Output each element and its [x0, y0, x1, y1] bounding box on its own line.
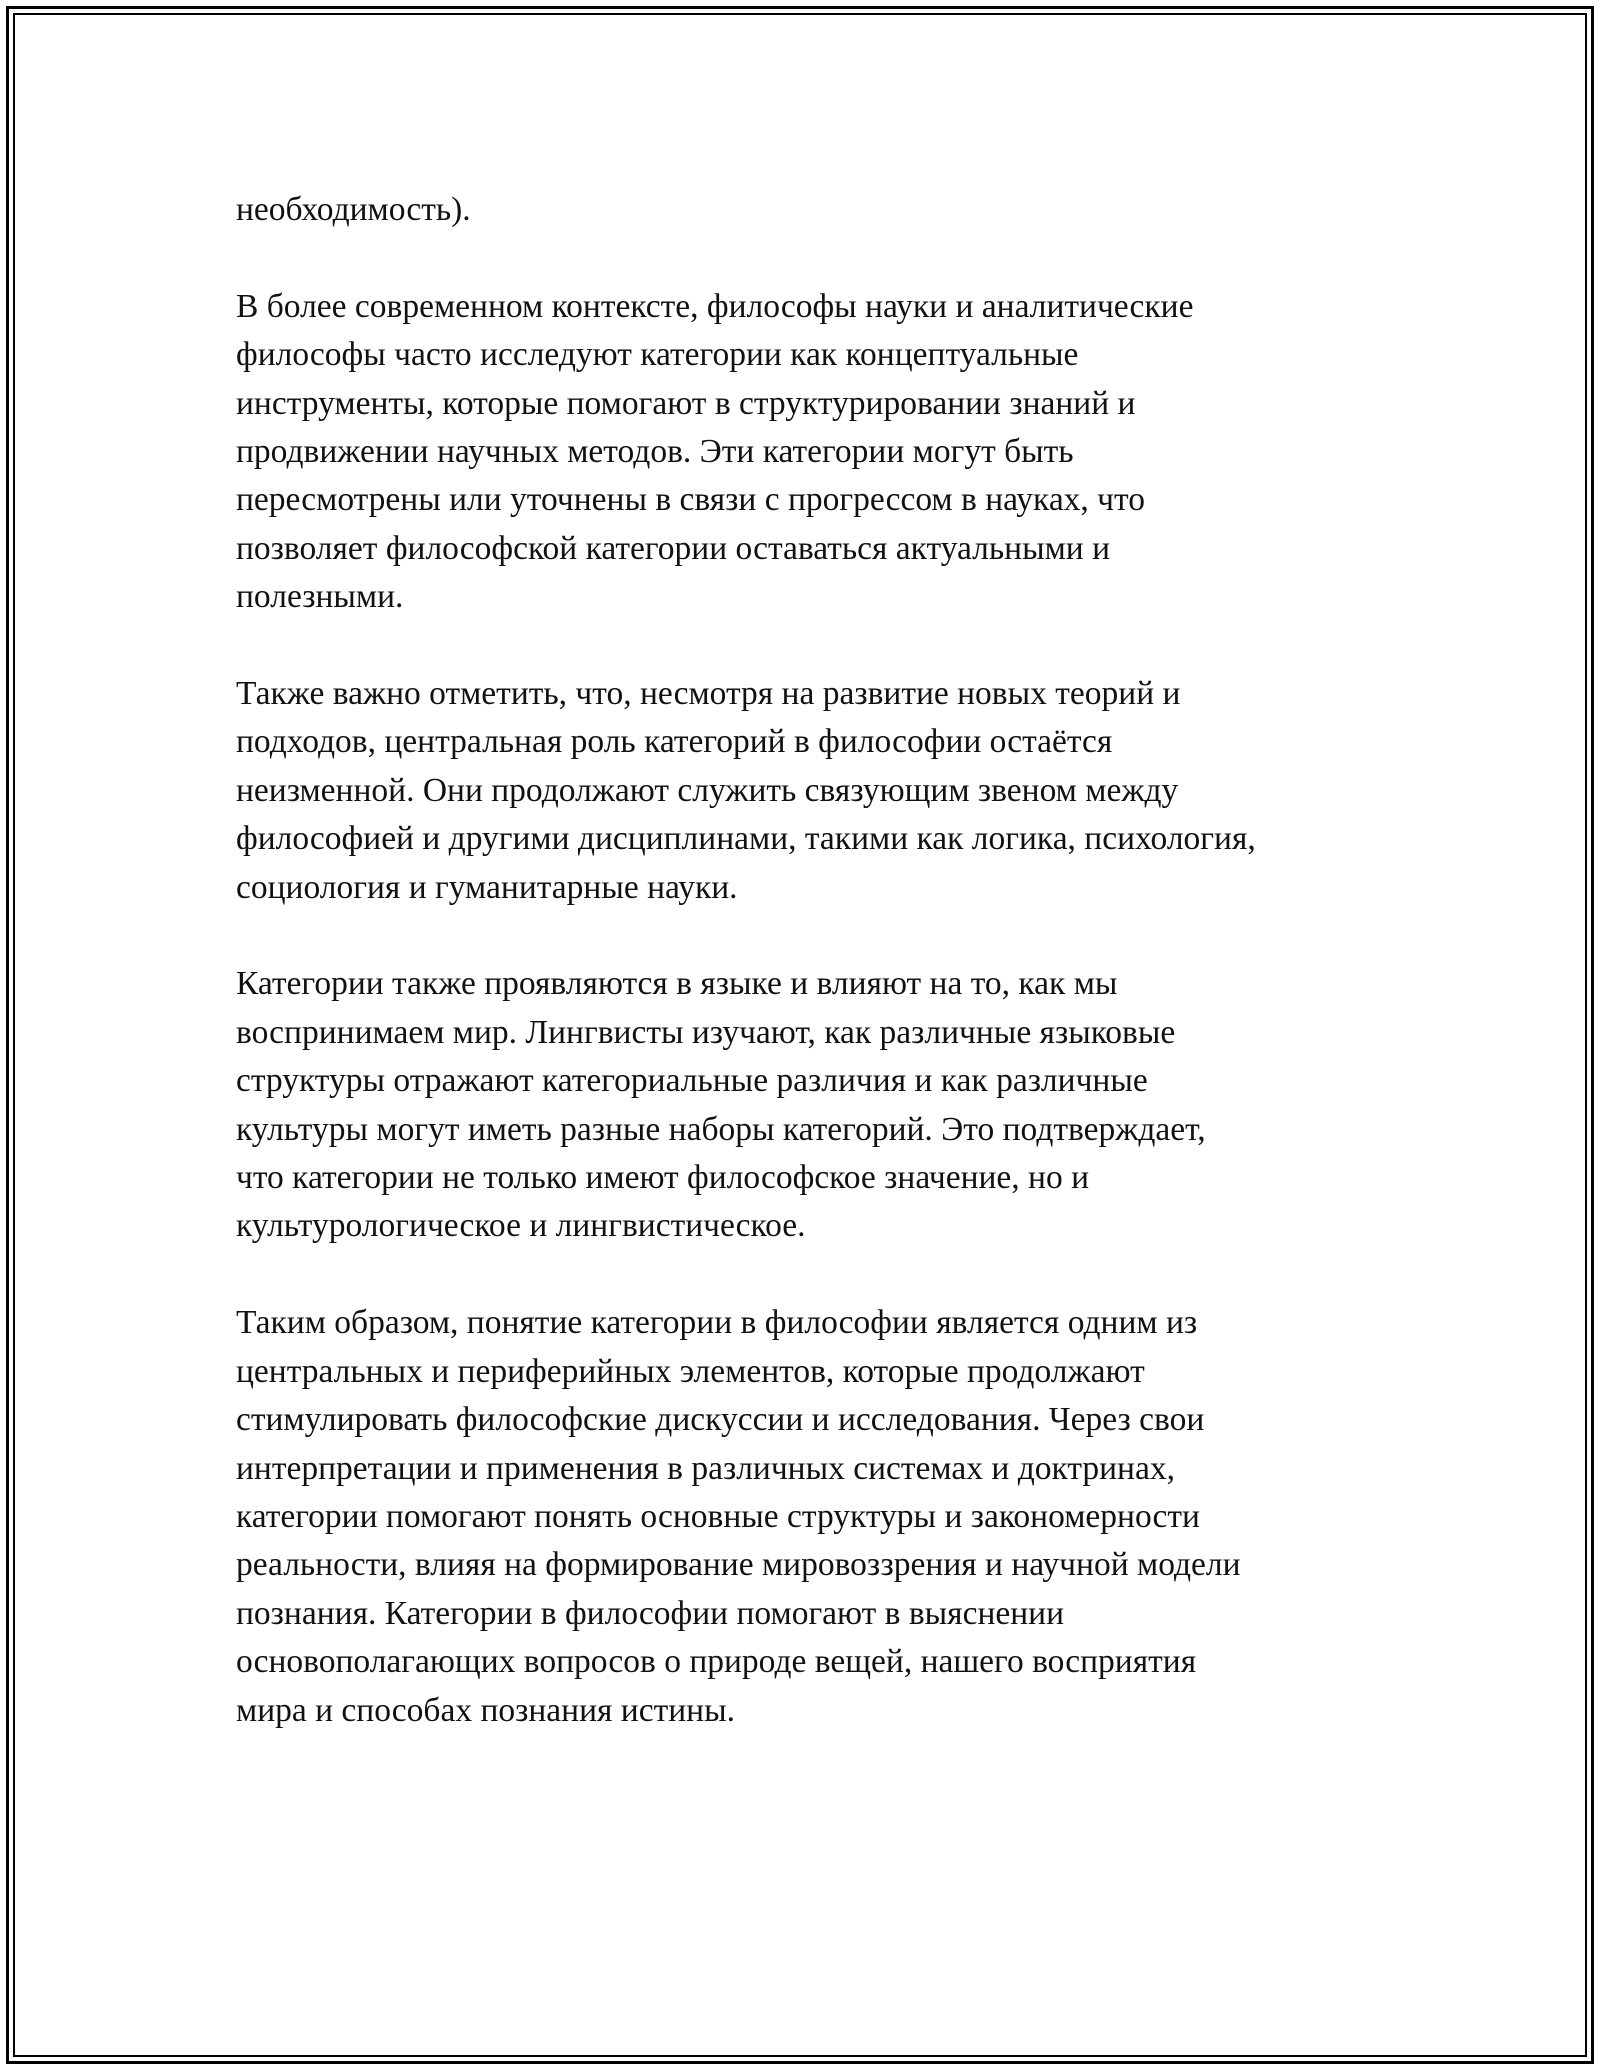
paragraph-conclusion: Таким образом, понятие категории в философии является одним из центральных и периферийных элементов, которые продолжают стимулировать философские дискуссии и исследования. Через свои интерпретации и применения в различных системах и доктринах, категории помогают понять основные структуры и закономерности реальности, влияя на формирование мировоззрения и научной модели познания. Категории в философии помогают в выяснении основополагающих вопросов о природе вещей, нашего восприятия мира и способах познания истины.: [236, 1304, 1241, 1729]
paragraph-continuation: необходимость).: [236, 191, 471, 228]
document-body: [236, 186, 1376, 1783]
paragraph-central-role: Также важно отметить, что, несмотря на развитие новых теорий и подходов, центральная роль категорий в философии остаётся неизменной. Они продолжают служить связующим звеном между философией и другими дисциплинами, такими как логика, психология, социология и гуманитарные науки.: [236, 675, 1256, 906]
paragraph-philosophy-of-science: В более современном контексте, философы науки и аналитические философы часто исследуют категории как концептуальные инструменты, которые помогают в структурировании знаний и продвижении научных методов. Эти категории могут быть пересмотрены или уточнены в связи с прогрессом в науках, что позволяет философской категории оставаться актуальными и полезными.: [236, 287, 1194, 616]
paragraph-language-categories: Категории также проявляются в языке и влияют на то, как мы воспринимаем мир. Лингвисты изучают, как различные языковые структуры отражают категориальные различия и как различные культуры могут иметь разные наборы категорий. Это подтверждает, что категории не только имеют философское значение, но и культурологическое и лингвистическое.: [236, 965, 1206, 1245]
